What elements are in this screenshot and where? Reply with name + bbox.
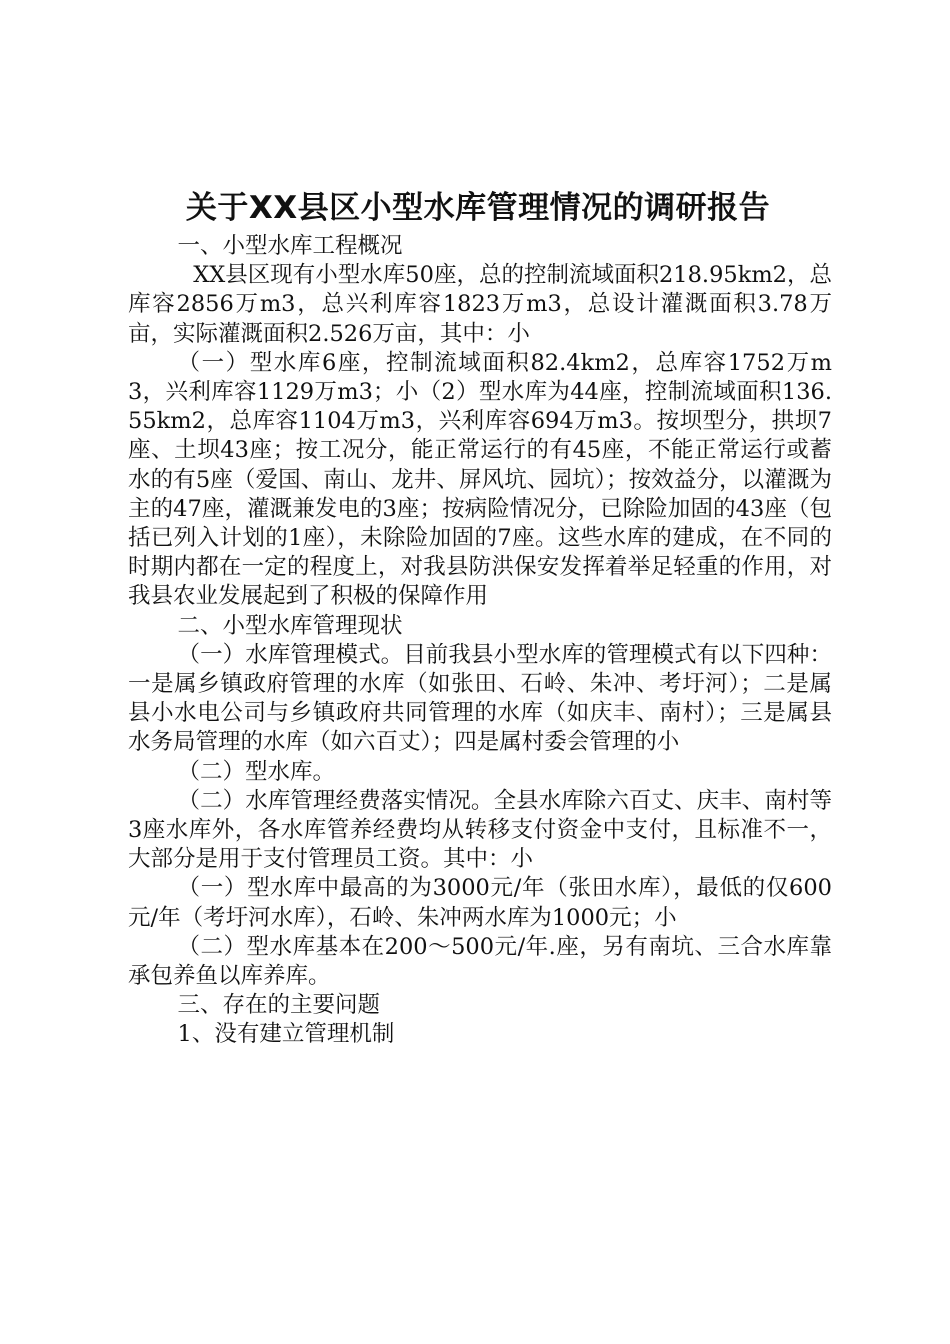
body-paragraph: （二）型水库。 [177, 758, 336, 785]
body-paragraph: （二）型水库基本在200～500元/年.座，另有南坑、三合水库靠承包养鱼以库养库。 [128, 933, 832, 990]
body-paragraph: （一）水库管理模式。目前我县小型水库的管理模式有以下四种：一是属乡镇政府管理的水库（如张田、石岭、朱冲、考圩河）；二是属县小水电公司与乡镇政府共同管理的水库（如庆丰、南村）；三是属县水务局管理的水库（如六百丈）；四是属村委会管理的小 [128, 641, 832, 756]
section-heading: 一、小型水库工程概况 [177, 233, 403, 259]
body-paragraph: XX县区现有小型水库50座，总的控制流域面积218.95km2，总库容2856万m3，总兴利库容1823万m3，总设计灌溉面积3.78万亩，实际灌溉面积2.526万亩，其中：小 [128, 262, 832, 347]
subsection-heading: 1、没有建立管理机制 [177, 1021, 395, 1048]
body-paragraph: （一）型水库中最高的为3000元/年（张田水库），最低的仅600元/年（考圩河水库），石岭、朱冲两水库为1000元；小 [128, 875, 832, 931]
document-page [128, 186, 832, 1050]
section-heading: 三、存在的主要问题 [177, 992, 381, 1019]
document-title: 关于XX县区小型水库管理情况的调研报告 [185, 190, 771, 226]
section-heading: 二、小型水库管理现状 [177, 612, 403, 639]
body-paragraph: （一）型水库6座，控制流域面积82.4km2，总库容1752万m3，兴利库容1129万m3；小（2）型水库为44座，控制流域面积136.55km2，总库容1104万m3，兴利库容694万m3。按坝型分，拱坝7座、土坝43座；按工况分，能正常运行的有45座，不能正常运行或蓄水的有5座（爱国、南山、龙井、屏风坑、园坑）；按效益分，以灌溉为主的47座，灌溉兼发电的3座；按病险情况分，已除险加固的43座（包括已列入计划的1座），未除险加固的7座。这些水库的建成，在不同的时期内都在一定的程度上，对我县防洪保安发挥着举足轻重的作用，对我县农业发展起到了积极的保障作用 [128, 349, 832, 610]
body-paragraph: （二）水库管理经费落实情况。全县水库除六百丈、庆丰、南村等3座水库外，各水库管养经费均从转移支付资金中支付，且标准不一，大部分是用于支付管理员工资。其中：小 [128, 787, 832, 873]
